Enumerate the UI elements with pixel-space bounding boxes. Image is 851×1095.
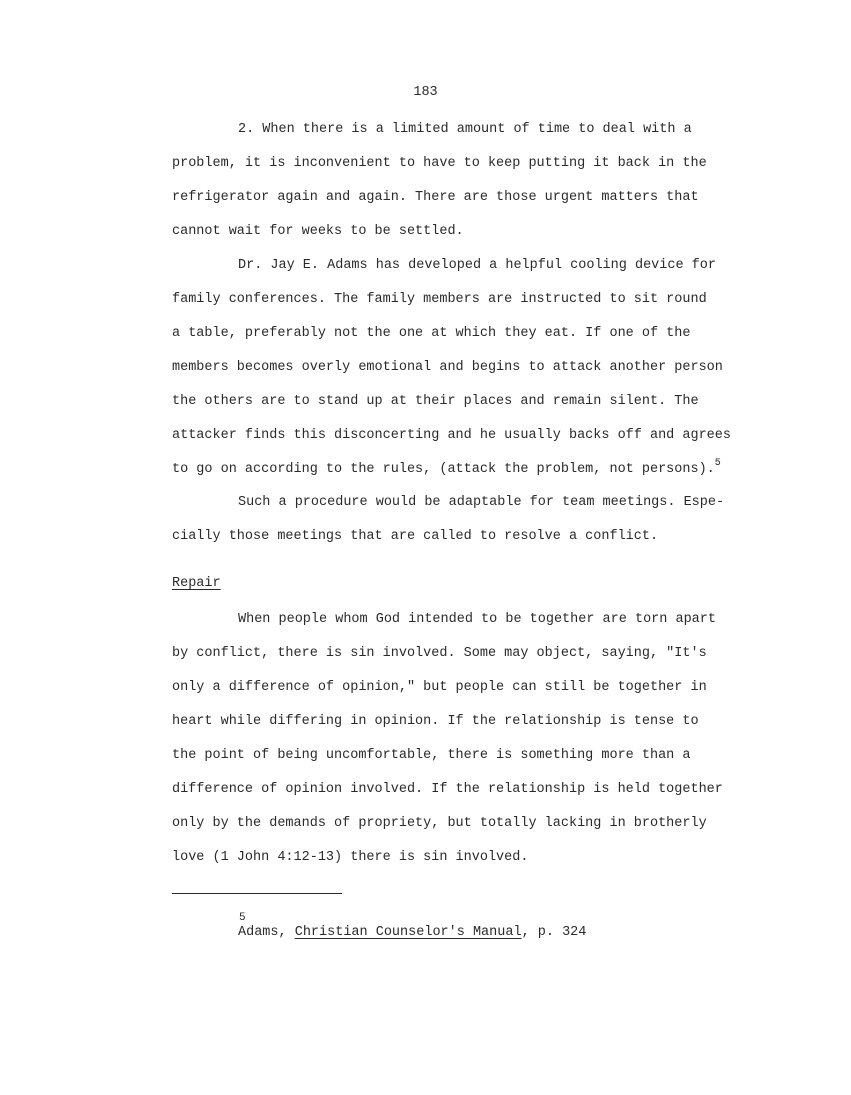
paragraph-limited-time (172, 113, 772, 249)
text-line: 2. When there is a limited amount of time to deal with a (238, 122, 692, 137)
text-line-content: to go on according to the rules, (attack the problem, not persons). (172, 462, 715, 477)
footnote-number: 5 (239, 912, 246, 924)
footnote-author: Adams, (238, 925, 295, 940)
text-line: the point of being uncomfortable, there is something more than a (172, 748, 691, 763)
section-heading-repair: Repair (172, 576, 221, 591)
footnote-page: , p. 324 (521, 925, 587, 940)
text-line: family conferences. The family members are instructed to sit round (172, 292, 707, 307)
text-line: Dr. Jay E. Adams has developed a helpful cooling device for (238, 258, 716, 273)
paragraph-team-meetings (172, 486, 772, 554)
footnote-separator (172, 893, 342, 894)
paragraph-cooling-device (172, 249, 772, 487)
text-line: cannot wait for weeks to be settled. (172, 224, 464, 239)
text-line: attacker finds this disconcerting and he usually backs off and agrees (172, 428, 731, 443)
footnote (238, 912, 586, 942)
text-line: by conflict, there is sin involved. Some may object, saying, "It's (172, 646, 707, 661)
text-line: difference of opinion involved. If the relationship is held together (172, 782, 723, 797)
text-line: refrigerator again and again. There are those urgent matters that (172, 190, 699, 205)
text-line: members becomes overly emotional and begins to attack another person (172, 360, 723, 375)
text-line: When people whom God intended to be together are torn apart (238, 612, 716, 627)
text-line: problem, it is inconvenient to have to keep putting it back in the (172, 156, 707, 171)
text-line: Such a procedure would be adaptable for team meetings. Espe- (238, 495, 725, 510)
text-line: cially those meetings that are called to resolve a conflict. (172, 529, 659, 544)
paragraph-repair (172, 603, 772, 875)
text-line: the others are to stand up at their places and remain silent. The (172, 394, 699, 409)
text-line (172, 453, 772, 487)
text-line: a table, preferably not the one at which they eat. If one of the (172, 326, 691, 341)
footnote-reference: 5 (714, 457, 721, 469)
page-number: 183 (413, 85, 438, 100)
footnote-title: Christian Counselor's Manual (294, 925, 522, 940)
text-line: only by the demands of propriety, but totally lacking in brotherly (172, 816, 707, 831)
text-line: heart while differing in opinion. If the relationship is tense to (172, 714, 699, 729)
text-line: love (1 John 4:12-13) there is sin involved. (172, 850, 529, 865)
text-line: only a difference of opinion," but people can still be together in (172, 680, 707, 695)
